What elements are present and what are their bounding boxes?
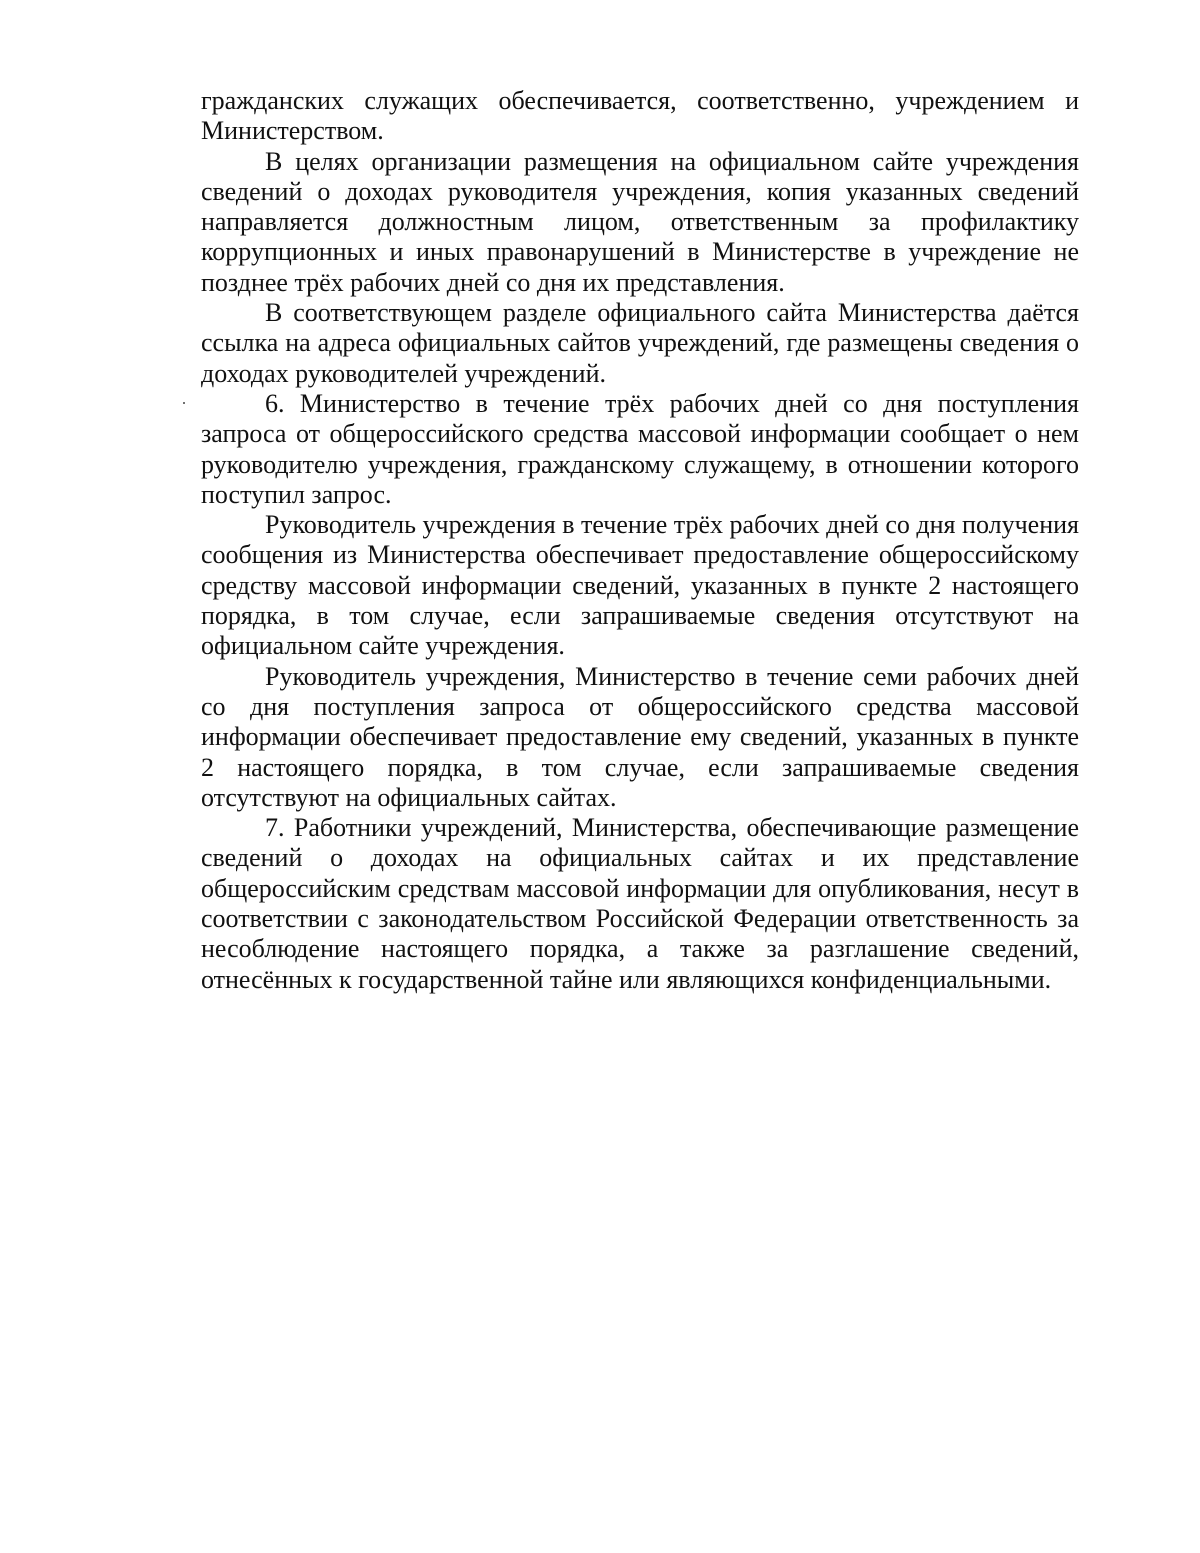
paragraph-item-7: 7. Работники учреждений, Министерства, обеспечивающие размещение сведений о доходах на официальных сайтах и их представление общероссийским средствам массовой информации для опубликования, несут в соответствии с законодательством Российской Федерации ответственность за несоблюдение настоящего порядка, а также за разглашение сведений, отнесённых к государственной тайне или являющихся конфиденциальными. [201, 813, 1079, 994]
paragraph-item-6: 6. Министерство в течение трёх рабочих дней со дня поступления запроса от общероссийского средства массовой информации сообщает о нем руководителю учреждения, гражданскому служащему, в отношении которого поступил запрос. [201, 388, 1079, 509]
scan-speck [183, 402, 185, 404]
paragraph-seven-days: Руководитель учреждения, Министерство в течение семи рабочих дней со дня поступления запроса от общероссийского средства массовой информации обеспечивает предоставление ему сведений, указанных в пункте 2 настоящего порядка, в том случае, если запрашиваемые сведения отсутствуют на официальных сайтах. [201, 661, 1079, 812]
paragraph-site-placement: В целях организации размещения на официальном сайте учреждения сведений о доходах руководителя учреждения, копия указанных сведений направляется должностным лицом, ответственным за профилактику коррупционных и иных правонарушений в Министерстве в учреждение не позднее трёх рабочих дней со дня их представления. [201, 146, 1079, 297]
paragraph-ministry-link: В соответствующем разделе официального сайта Министерства даётся ссылка на адреса официальных сайтов учреждений, где размещены сведения о доходах руководителей учреждений. [201, 298, 1079, 388]
paragraph-head-response: Руководитель учреждения в течение трёх рабочих дней со дня получения сообщения из Министерства обеспечивает предоставление общероссийскому средству массовой информации сведений, указанных в пункте 2 настоящего порядка, в том случае, если запрашиваемые сведения отсутствуют на официальном сайте учреждения. [201, 510, 1079, 661]
paragraph-continuation: гражданских служащих обеспечивается, соответственно, учреждением и Министерством. [201, 86, 1079, 146]
document-page [201, 86, 1079, 995]
